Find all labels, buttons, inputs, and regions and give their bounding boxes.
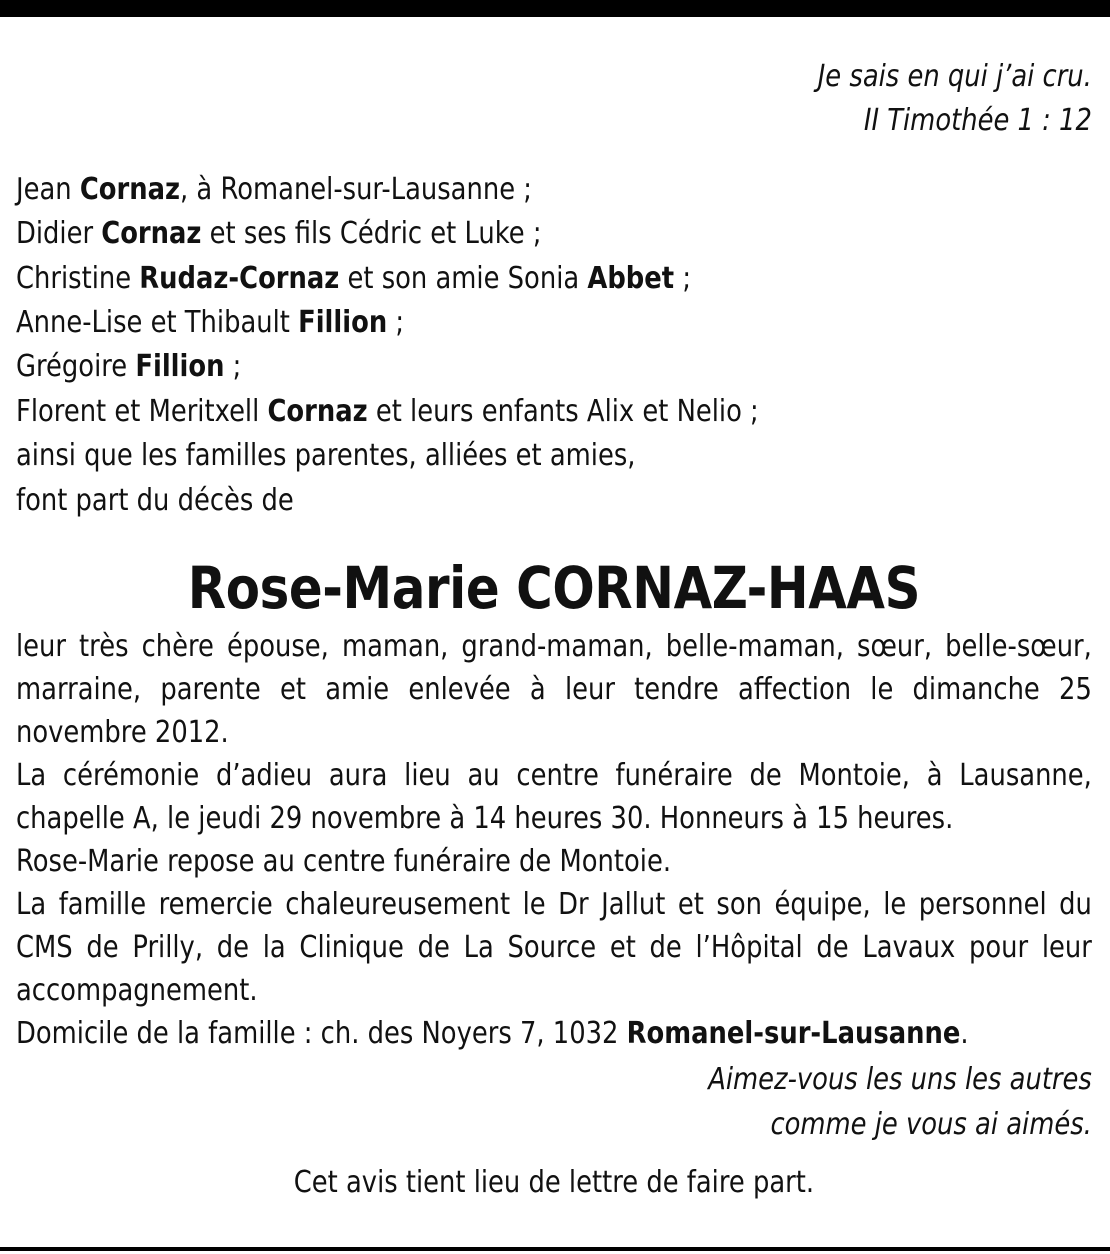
mourner-text: et leurs enfants Alix et Nelio ; <box>367 393 759 429</box>
mourner-line <box>16 345 1092 389</box>
mourner-text: ; <box>674 260 692 296</box>
relation-paragraph: leur très chère épouse, maman, grand-maman, belle-maman, sœur, belle-sœur, marraine, parente et amie enlevée à leur tendre affection le dimanche 25 novembre 2012. <box>16 629 1092 751</box>
families-line: ainsi que les familles parentes, alliées et amies, <box>16 438 636 474</box>
mourner-line <box>16 212 1092 256</box>
mourner-surname: Cornaz <box>101 216 202 252</box>
mourner-surname: Cornaz <box>79 171 181 207</box>
deceased-name: Rose-Marie CORNAZ-HAAS <box>187 554 921 623</box>
epigraph-quote: Je sais en qui j’ai cru. <box>817 59 1092 94</box>
epigraph <box>16 55 1092 144</box>
mourner-line <box>16 257 1092 301</box>
spacer <box>16 144 1092 168</box>
mourner-text: et ses fils Cédric et Luke ; <box>201 216 542 252</box>
mourner-surname: Cornaz <box>267 393 368 429</box>
domicile-address: Domicile de la famille : ch. des Noyers 7, 1032 <box>16 1016 627 1052</box>
domicile-line <box>16 1012 1092 1056</box>
domicile-period: . <box>960 1016 969 1052</box>
thanks-paragraph: La famille remercie chaleureusement le Dr Jallut et son équipe, le personnel du CMS de Prilly, de la Clinique de La Source et de l’Hôpital de Lavaux pour leur accompagnement. <box>16 887 1092 1009</box>
mourner-surname: Rudaz-Cornaz <box>139 260 340 296</box>
obituary-notice <box>16 55 1092 1206</box>
rest-paragraph: Rose-Marie repose au centre funéraire de Montoie. <box>16 844 672 880</box>
mourner-surname: Fillion <box>298 305 388 341</box>
notice-content <box>16 55 1092 1206</box>
mourner-surname: Fillion <box>135 349 225 385</box>
mourner-text: Christine <box>16 260 140 296</box>
mourner-text: Didier <box>16 216 102 252</box>
announce-line: font part du décès de <box>16 482 294 518</box>
closing-verse <box>16 1058 1092 1147</box>
mourner-text: ; <box>387 305 405 341</box>
mourner-text: et son amie Sonia <box>339 260 588 296</box>
mourner-text: Grégoire <box>16 349 136 385</box>
mourners-list <box>16 168 1092 523</box>
closing-verse-line: comme je vous ai aimés. <box>770 1106 1092 1142</box>
mourner-surname: Abbet <box>587 260 675 296</box>
mourner-text: , à Romanel-sur-Lausanne ; <box>180 171 532 207</box>
top-border-rule <box>0 0 1110 17</box>
mourner-line <box>16 390 1092 434</box>
domicile-place: Romanel-sur-Lausanne <box>626 1016 961 1052</box>
bottom-border-rule <box>0 1247 1110 1251</box>
mourner-text: ; <box>224 349 242 385</box>
closing-verse-line: Aimez-vous les uns les autres <box>708 1062 1092 1098</box>
mourner-text: Jean <box>16 171 80 207</box>
ceremony-paragraph: La cérémonie d’adieu aura lieu au centre funéraire de Montoie, à Lausanne, chapelle A, le jeudi 29 novembre à 14 heures 30. Honneurs à 15 heures. <box>16 758 1092 837</box>
epigraph-reference: II Timothée 1 : 12 <box>863 103 1092 139</box>
mourner-line <box>16 168 1092 212</box>
mourner-text: Florent et Meritxell <box>16 393 268 429</box>
mourner-text: Anne-Lise et Thibault <box>16 305 299 341</box>
mourner-line <box>16 301 1092 345</box>
closing-note: Cet avis tient lieu de lettre de faire part. <box>293 1165 815 1201</box>
